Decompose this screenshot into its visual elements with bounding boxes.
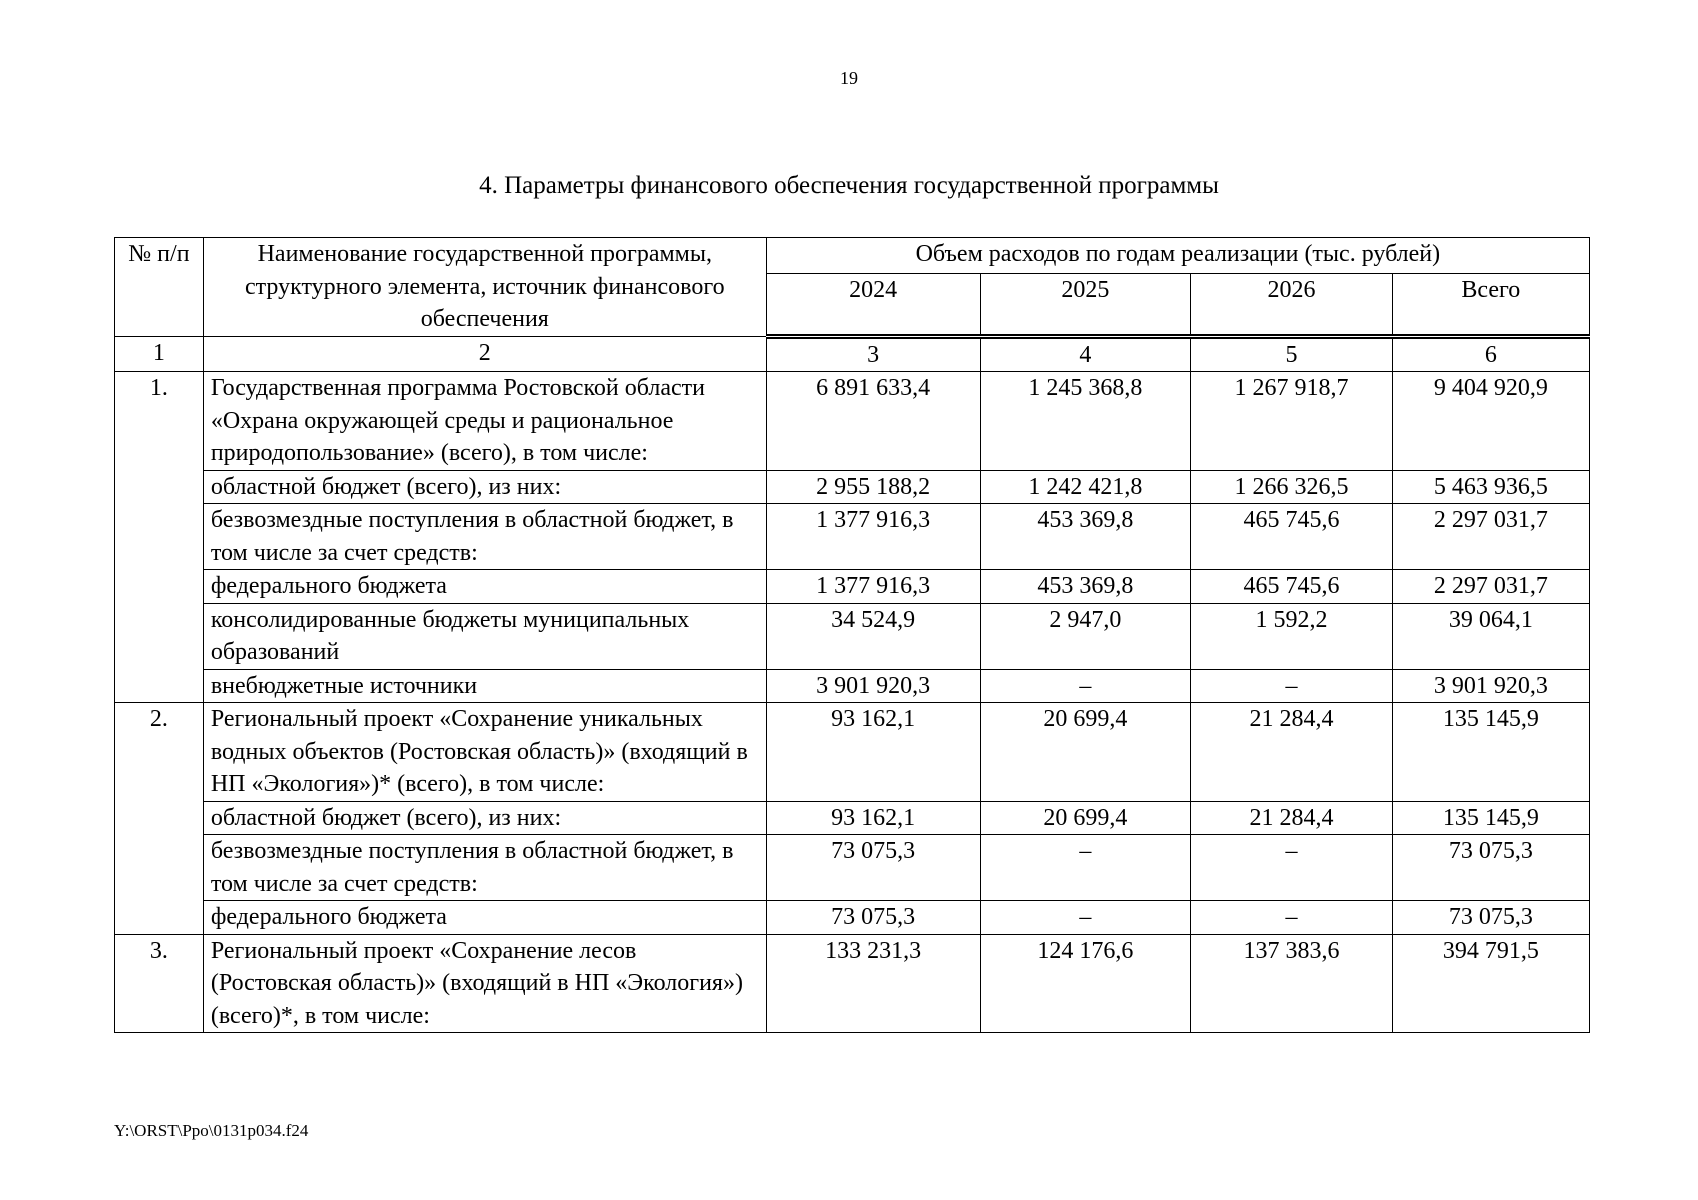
- value-2025: 453 369,8: [980, 570, 1191, 604]
- row-name: федерального бюджета: [203, 570, 766, 604]
- value-2024: 73 075,3: [766, 835, 980, 901]
- value-2024: 3 901 920,3: [766, 669, 980, 703]
- value-2026: 465 745,6: [1191, 504, 1392, 570]
- value-2026: –: [1191, 835, 1392, 901]
- table-row: [115, 570, 1590, 604]
- value-total: 5 463 936,5: [1392, 470, 1589, 504]
- value-2026: –: [1191, 669, 1392, 703]
- value-2024: 1 377 916,3: [766, 504, 980, 570]
- column-number-row: [115, 336, 1590, 372]
- table-row: [115, 703, 1590, 802]
- table-row: [115, 835, 1590, 901]
- table-row: [115, 669, 1590, 703]
- value-2025: 1 242 421,8: [980, 470, 1191, 504]
- column-number: 6: [1392, 336, 1589, 372]
- table-row: [115, 372, 1590, 471]
- row-name: федерального бюджета: [203, 901, 766, 935]
- row-name: безвозмездные поступления в областной бюджет, в том числе за счет средств:: [203, 835, 766, 901]
- value-2024: 1 377 916,3: [766, 570, 980, 604]
- row-number: 2.: [115, 703, 204, 935]
- value-total: 3 901 920,3: [1392, 669, 1589, 703]
- value-2024: 93 162,1: [766, 801, 980, 835]
- header-num: № п/п: [115, 238, 204, 337]
- value-2025: 2 947,0: [980, 603, 1191, 669]
- value-total: 135 145,9: [1392, 801, 1589, 835]
- value-total: 39 064,1: [1392, 603, 1589, 669]
- header-year: 2024: [766, 273, 980, 336]
- value-2026: 21 284,4: [1191, 703, 1392, 802]
- row-number: 3.: [115, 934, 204, 1033]
- value-2025: 1 245 368,8: [980, 372, 1191, 471]
- value-2024: 2 955 188,2: [766, 470, 980, 504]
- header-year: 2025: [980, 273, 1191, 336]
- value-total: 73 075,3: [1392, 835, 1589, 901]
- value-2026: 1 592,2: [1191, 603, 1392, 669]
- row-name: областной бюджет (всего), из них:: [203, 470, 766, 504]
- value-total: 9 404 920,9: [1392, 372, 1589, 471]
- table-row: [115, 801, 1590, 835]
- value-2025: –: [980, 901, 1191, 935]
- value-2024: 73 075,3: [766, 901, 980, 935]
- value-2025: 453 369,8: [980, 504, 1191, 570]
- header-expense-group: Объем расходов по годам реализации (тыс. рублей): [766, 238, 1589, 274]
- value-2025: –: [980, 669, 1191, 703]
- table-header-row: [115, 238, 1590, 274]
- value-total: 2 297 031,7: [1392, 504, 1589, 570]
- value-2025: –: [980, 835, 1191, 901]
- row-name: Региональный проект «Сохранение лесов (Ростовская область)» (входящий в НП «Экология») (всего)*, в том числе:: [203, 934, 766, 1033]
- table-row: [115, 504, 1590, 570]
- value-2025: 20 699,4: [980, 801, 1191, 835]
- value-2025: 124 176,6: [980, 934, 1191, 1033]
- column-number: 1: [115, 336, 204, 372]
- row-name: безвозмездные поступления в областной бюджет, в том числе за счет средств:: [203, 504, 766, 570]
- header-total: Всего: [1392, 273, 1589, 336]
- value-total: 2 297 031,7: [1392, 570, 1589, 604]
- row-name: Государственная программа Ростовской области «Охрана окружающей среды и рациональное природопользование» (всего), в том числе:: [203, 372, 766, 471]
- value-2024: 34 524,9: [766, 603, 980, 669]
- value-2026: 137 383,6: [1191, 934, 1392, 1033]
- column-number: 3: [766, 336, 980, 372]
- table-row: [115, 934, 1590, 1033]
- row-name: консолидированные бюджеты муниципальных образований: [203, 603, 766, 669]
- row-number: 1.: [115, 372, 204, 703]
- table-row: [115, 470, 1590, 504]
- value-2026: 465 745,6: [1191, 570, 1392, 604]
- value-2026: –: [1191, 901, 1392, 935]
- value-total: 394 791,5: [1392, 934, 1589, 1033]
- row-name: Региональный проект «Сохранение уникальных водных объектов (Ростовская область)» (входящий в НП «Экология»)* (всего), в том числе:: [203, 703, 766, 802]
- value-2026: 1 266 326,5: [1191, 470, 1392, 504]
- column-number: 4: [980, 336, 1191, 372]
- value-2024: 93 162,1: [766, 703, 980, 802]
- value-total: 135 145,9: [1392, 703, 1589, 802]
- financing-table: [114, 237, 1590, 1033]
- footer-file-path: Y:\ORST\Ppo\0131p034.f24: [114, 1121, 309, 1140]
- row-name: областной бюджет (всего), из них:: [203, 801, 766, 835]
- header-name: Наименование государственной программы, структурного элемента, источник финансового обеспечения: [203, 238, 766, 337]
- value-2024: 6 891 633,4: [766, 372, 980, 471]
- page-number: 19: [840, 68, 858, 88]
- table-row: [115, 603, 1590, 669]
- table-row: [115, 901, 1590, 935]
- row-name: внебюджетные источники: [203, 669, 766, 703]
- value-2024: 133 231,3: [766, 934, 980, 1033]
- column-number: 2: [203, 336, 766, 372]
- header-year: 2026: [1191, 273, 1392, 336]
- value-2025: 20 699,4: [980, 703, 1191, 802]
- column-number: 5: [1191, 336, 1392, 372]
- value-2026: 21 284,4: [1191, 801, 1392, 835]
- section-title: 4. Параметры финансового обеспечения государственной программы: [479, 172, 1219, 199]
- value-2026: 1 267 918,7: [1191, 372, 1392, 471]
- value-total: 73 075,3: [1392, 901, 1589, 935]
